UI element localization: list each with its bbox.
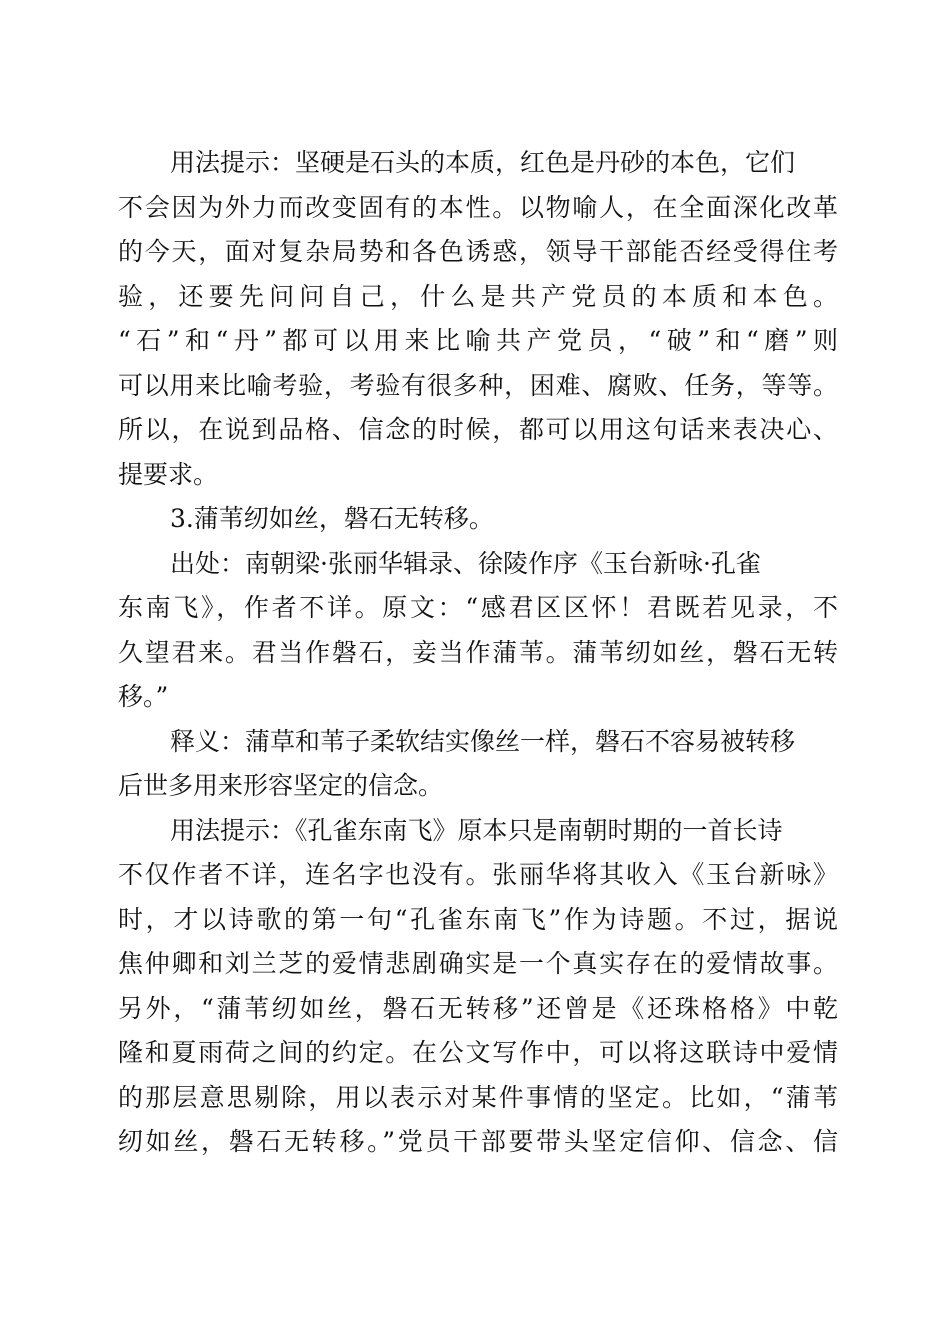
text-line: 的今天，面对复杂局势和各色诱惑，领导干部能否经受得住考 — [118, 237, 838, 266]
text-line: 不会因为外力而改变固有的本性。以物喻人，在全面深化改革 — [118, 192, 838, 222]
text-line: 的那层意思剔除，用以表示对某件事情的坚定。比如，“蒲苇 — [118, 1082, 838, 1112]
paragraph-source: 出处：南朝梁·张丽华辑录、徐陵作序《玉台新咏·孔雀 — [170, 548, 761, 578]
text-line: 另外，“蒲苇纫如丝，磐石无转移”还曾是《还珠格格》中乾 — [118, 993, 838, 1023]
paragraph-usage-tip-1: 用法提示：坚硬是石头的本质，红色是丹砂的本色，它们 — [170, 148, 796, 177]
text-line: 提要求。 — [118, 459, 219, 489]
text-line: “石”和“丹”都可以用来比喻共产党员，“破”和“磨”则 — [118, 326, 838, 355]
text-line: 隆和夏雨荷之间的约定。在公文写作中，可以将这联诗中爱情 — [118, 1038, 838, 1067]
text-line: 时，才以诗歌的第一句“孔雀东南飞”作为诗题。不过，据说 — [118, 904, 838, 934]
text-line: 所以，在说到品格、信念的时候，都可以用这句话来表决心、 — [118, 415, 838, 444]
paragraph-meaning: 释义：蒲草和苇子柔软结实像丝一样，磐石不容易被转移 — [170, 726, 796, 756]
text-line: 验，还要先问问自己，什么是共产党员的本质和本色。 — [118, 281, 838, 311]
section-heading-3: 3.蒲苇纫如丝，磐石无转移。 — [170, 504, 494, 533]
document-body — [118, 141, 838, 1165]
text-line: 久望君来。君当作磐石，妾当作蒲苇。蒲苇纫如丝，磐石无转 — [118, 637, 838, 667]
text-line: 焦仲卿和刘兰芝的爱情悲剧确实是一个真实存在的爱情故事。 — [118, 949, 838, 978]
text-line: 移。” — [118, 682, 169, 711]
text-line: 后世多用来形容坚定的信念。 — [118, 771, 444, 800]
text-line: 东南飞》，作者不详。原文：“感君区区怀！君既若见录，不 — [118, 593, 838, 622]
text-line: 纫如丝，磐石无转移。”党员干部要带头坚定信仰、信念、信 — [118, 1127, 838, 1156]
paragraph-usage-tip-2: 用法提示：《孔雀东南飞》原本只是南朝时期的一首长诗 — [170, 815, 783, 845]
text-line: 不仅作者不详，连名字也没有。张丽华将其收入《玉台新咏》 — [118, 860, 838, 889]
text-line: 可以用来比喻考验，考验有很多种，困难、腐败、任务，等等。 — [118, 370, 838, 400]
